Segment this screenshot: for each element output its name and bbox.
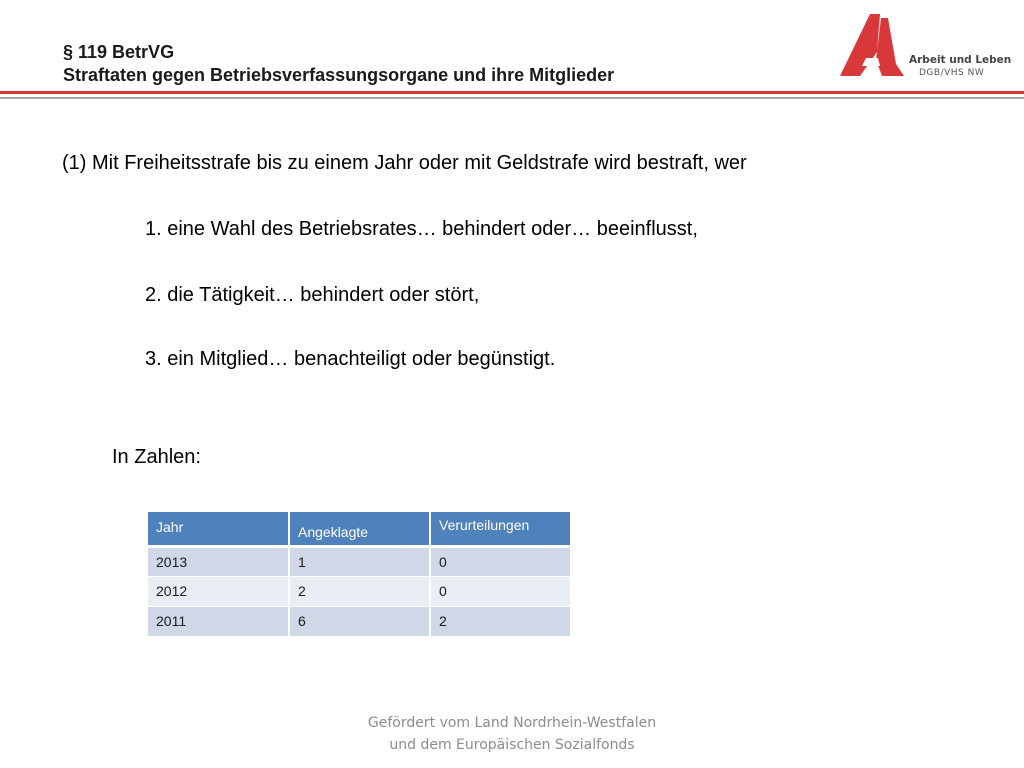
logo-subname: DGB/VHS NW [919, 68, 985, 78]
paragraph-intro: (1) Mit Freiheitsstrafe bis zu einem Jahr oder mit Geldstrafe wird bestraft, wer [62, 152, 747, 174]
arbeit-und-leben-logo [836, 14, 1012, 80]
table-row [148, 576, 570, 606]
table-cell: 2 [430, 606, 570, 636]
statistics-table [148, 512, 570, 637]
table-cell: 1 [289, 546, 430, 576]
red-a-mark-icon [836, 14, 906, 80]
column-header-accused: Angeklagte [289, 512, 430, 546]
list-item: 2. die Tätigkeit… behindert oder stört, [145, 284, 480, 306]
title-line-2: Straftaten gegen Betriebsverfassungsorgane und ihre Mitglieder [63, 65, 615, 85]
table-cell: 6 [289, 606, 430, 636]
column-header-convictions: Verurteilungen [430, 512, 570, 546]
header-red-rule [0, 91, 1024, 94]
table-cell: 2011 [148, 606, 289, 636]
table-row [148, 546, 570, 576]
table-cell: 2013 [148, 546, 289, 576]
title-line-1: § 119 BetrVG [63, 42, 175, 62]
table-cell: 0 [430, 546, 570, 576]
table-row [148, 606, 570, 636]
footer-funding-line-1: Gefördert vom Land Nordrhein-Westfalen [367, 715, 657, 731]
table-cell: 0 [430, 576, 570, 606]
list-item: 1. eine Wahl des Betriebsrates… behindert oder… beeinflusst, [145, 218, 698, 240]
table-header-row [148, 512, 570, 546]
list-item: 3. ein Mitglied… benachteiligt oder begünstigt. [145, 348, 556, 370]
table-cell: 2 [289, 576, 430, 606]
logo-name: Arbeit und Leben [909, 54, 1012, 66]
footer-funding-line-2: und dem Europäischen Sozialfonds [389, 737, 635, 753]
column-header-year: Jahr [148, 512, 289, 546]
header-grey-rule [0, 97, 1024, 99]
table-cell: 2012 [148, 576, 289, 606]
slide-title [63, 41, 614, 87]
in-numbers-label: In Zahlen: [112, 446, 201, 468]
